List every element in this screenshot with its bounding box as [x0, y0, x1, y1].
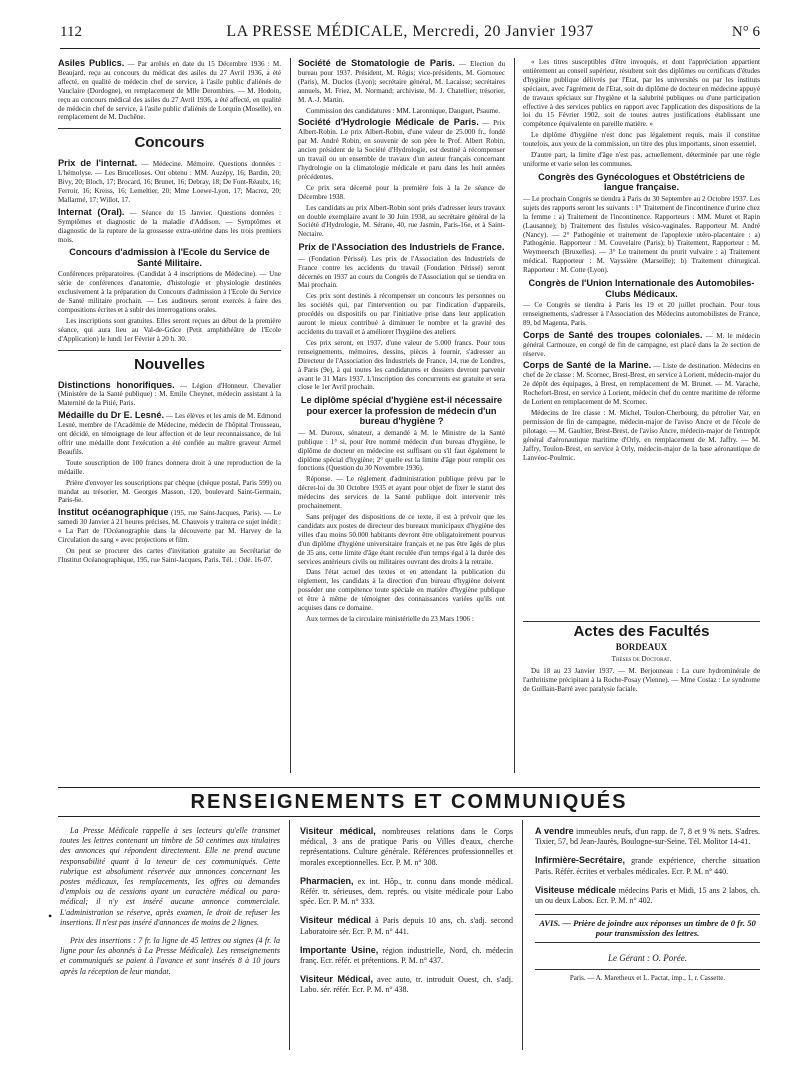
hydro-text-3: Les candidats au prix Albert-Robin sont priés d'adresser leurs travaux en double exemplaire avant le 30 Juin 1938, au secrétaire général de la Société d'Hydrologie, M. Sérane, 40, rue Jasmin, Paris-16e, et à Saint-Nectaire.	[298, 203, 505, 239]
marine-text-2: Médecins de 1re classe : M. Michel, Toulon-Cherbourg, du pétrolier Var, en permission de fin de campagne, médecin-major de l'aviso Ancre et de l'école de pilotage. — M. Gaultier, Brest-Brest, de l'aviso Ancre, médecin-major de l'entrepôt général d'aéronautique maritime d'Orly, en remplacement de M. Jaffry. — M. Jaffry, Toulon-Brest, en service à Orly, médecin-major de la base aéronautique de Lanvéoc-Poulmic.	[523, 409, 760, 462]
bordeaux-heading: BORDEAUX	[615, 641, 668, 652]
assoc-text: — (Fondation Périssé). Les prix de l'Association des Industriels de France contre les accidents du travail (Fondation Périssé) seront décernés en 1937 au cours du Congrès de l'Association qui se tiendra en Mai prochain.	[298, 254, 505, 290]
renseignements-notice	[60, 826, 280, 985]
column-rule	[290, 58, 291, 773]
renseignements-banner: RENSEIGNEMENTS ET COMMUNIQUÉS	[58, 787, 760, 817]
theses-text: Du 18 au 23 Janvier 1937. — M. Berjonneau : La cure hydrominérale de l'arthritisme précipitant à la Roche-Posay (Vienne). — Mme Costaz : Le syndrome de Guillain-Barré avec paralysie faciale.	[523, 666, 760, 693]
internat-title: Prix de l'internat.	[58, 158, 138, 169]
gerant-signature: Le Gérant : O. Porée.	[608, 952, 687, 963]
nouvelles-heading: Nouvelles	[134, 355, 205, 373]
ad-pharmacien: Pharmacien, ex int. Hôp., tr. connu dans monde médical. Référ. tr. sérieuses, dem. représ. ou visite médicale pour Labo spéc. Ecr. P. M. n° 333.	[300, 875, 514, 907]
internat-oral-title: Internat (Oral).	[58, 206, 125, 217]
bullet-mark: •	[48, 909, 53, 923]
column-rule	[289, 820, 290, 1050]
marine-title: Corps de Santé de la Marine.	[523, 360, 652, 371]
auto-title: Congrès de l'Union Internationale des Automobiles-Clubs Médicaux.	[528, 278, 755, 299]
ecole-text: Conférences préparatoires. (Candidat à 4 inscriptions de Médecine). — Une série de conférences d'anatomie, d'histologie et physiologie destinées exclusivement à la préparation du Concours d'admission à l'Ecole du Service de Santé militaire prochain. — Les auditeurs seront exercés à faire des compositions écrites et à subir des interrogations orales.	[58, 270, 281, 315]
institut-text-2: On peut se procurer des cartes d'invitation gratuite au Secrétariat de l'Institut Océanographique, 195, rue Saint-Jacques, Paris. Tél. : Odé. 16-07.	[58, 546, 281, 564]
ad-visiteuse: Visiteuse médicale médecins Paris et Midi, 15 ans 2 labos, ch. un ou deux Labos. Ecr. P. M. n° 402.	[535, 884, 761, 906]
page-number: 112	[60, 24, 82, 40]
ads-column-2	[535, 826, 760, 983]
divider	[58, 128, 281, 129]
diplome-text-2: Réponse. — Le règlement d'administration publique prévu par le décret-loi du 30 Octobre 1935 et ayant pour objet de fixer le statut des médecins des services de la Santé publique doit intervenir très prochainement.	[298, 475, 505, 511]
marine-text: — Liste de destination. Médecins en chef de 2e classe : M. Scornec, Brest-Brest, en service à Lorient, médecin-major du 2e dépôt des équipages, à Brest, en remplacement de M. Brunet. — M. Varache, Rochefort-Brest, en service à Lorient, médecin chef du centre maritime de réforme de Lorient en remplacement de M. Scornec.	[523, 362, 760, 407]
asiles-title: Asiles Publics.	[58, 58, 125, 68]
hydro-text: — Prix Albert-Robin. Le prix Albert-Robin, d'une valeur de 25.000 fr., fondé par M. André Robin, en souvenir de son père le Prof. Albert Robin, ancien président de la Société d'Hydrologie, est destiné à récompenser un travail ou un ensemble de travaux d'un auteur français concernant l'hydrologie ou la climatologie médicale et paru dans les huit années précédentes.	[298, 119, 505, 181]
ad-visiteur-medical-3: Visiteur Médical, avec auto, tr. introduit Ouest, ch. s'adj. Labo. sér. référ. Ecr. P. M. n° 438.	[300, 974, 514, 995]
internat-text: — Médecine. Mémoire. Questions données : L'hémolyse. — Les Brucelloses. Ont obtenu : MM. Auzépy, 16; Bardin, 20; Bivy, 20; Bloch, 17; Brocard, 16; Brunet, 16; Debray, 18; De Font-Réaulx, 16; Ferroir, 16; Kreiss, 16; Lemeltier, 20; Mme Loewe-Lyon, 17; Macrez, 20; Mallarmé, 17; Willot, 17.	[58, 160, 281, 204]
diplome-title: Le diplôme spécial d'hygiène est-il nécessaire pour exercer la profession de médecin d'un bureau d'hygiène ?	[300, 395, 503, 427]
lesne-title: Médaille du Dr E. Lesné.	[58, 410, 165, 421]
lesne-text-2: Toute souscription de 100 francs donnera droit à une reproduction de la médaille.	[58, 458, 281, 476]
assoc-text-2: Ces prix sont destinés à récompenser un concours les personnes ou les sociétés qui, par l'intervention ou par l'indication d'appareils, procédés ou dispositifs ou par l'initiative prise dans leur application auront le mieux contribué à diminuer le nombre et la gravité des accidents du travail et à améliorer l'hygiène des ateliers.	[298, 292, 505, 336]
ad-infirmiere: Infirmière-Secrétaire, grande expérience, cherche situation Paris. Référ. écrites et verbales médicales. Ecr. P. M. n° 440.	[535, 855, 760, 876]
actes-section	[523, 615, 760, 693]
distinctions-text: — Légion d'Honneur. Chevalier (Ministère de la Santé publique) : M. Emile Cheynet, médecin assistant à la Maternité de la Pitié, Paris.	[58, 381, 281, 408]
lesne-text: — Les élèves et les amis de M. Edmond Lesné, membre de l'Académie de Médecine, médecin de l'hôpital Trousseau, ont décidé, en témoignage de leur affection et de leur reconnaissance, de lui offrir une médaille dont l'exécution a été confiée au maître graveur Armel Beaufils.	[58, 412, 281, 456]
divider	[523, 621, 760, 622]
issue-number: N° 6	[731, 24, 760, 40]
avis-box: AVIS. — Prière de joindre aux réponses un timbre de 0 fr. 50 pour transmission des lettres.	[535, 914, 760, 942]
ad-a-vendre: A vendre immeubles neufs, d'un rapp. de 7, 8 et 9 % nets. S'adres. Tixier, 57, bd Jean-Jaurès, Boulogne-sur-Seine. Tél. Molitor 14-41.	[535, 826, 760, 847]
page-header	[60, 22, 760, 49]
hydro-text-2: Ce prix sera décerné pour la première fois à la 2e séance de Décembre 1938.	[298, 183, 505, 201]
diplome-text-3: Sans préjuger des dispositions de ce texte, il est à prévoir que les candidats aux postes de directeur des bureaux municipaux d'hygiène des villes d'au moins 50.000 habitants devront être obligatoirement pourvus d'un diplôme d'hygiène universitaire français et ne pas être âgés de plus de 35 ans, cette limite d'âge étant reculée d'un temps égal à la durée des services antérieurs civils ou militaires ouvrant des droits à la retraite.	[298, 512, 505, 566]
assoc-title: Prix de l'Association des Industriels de France.	[298, 242, 505, 253]
asiles-text: — Par arrêtés en date du 15 Décembre 1936 : M. Beaujard, reçu au concours du médicat des asiles du 27 Avril 1936, a été affecté, en qualité de médecin chef de service, à l'asile public d'aliénés de Vauclaire (Dordogne), en remplacement de Mlle Derombies. — M. Hodoin, reçu au concours médical des asiles du 27 Avril 1936, a été affecté, en qualité de médecin chef de service, à l'asile public d'aliénés de Lorquin (Moselle), en remplacement de M. Duchêne.	[58, 60, 281, 122]
journal-title: LA PRESSE MÉDICALE, Mercredi, 20 Janvier 1937	[226, 23, 594, 40]
colon-text: — M. le médecin général Carmouze, en congé de fin de campagne, est placé dans la 2e section de réserve.	[523, 331, 760, 358]
column-rule	[522, 820, 523, 1050]
hydro-title: Société d'Hydrologie Médicale de Paris.	[298, 117, 479, 128]
actes-heading: Actes des Facultés	[573, 623, 710, 640]
column-rule	[514, 58, 515, 773]
notice-text: La Presse Médicale rappelle à ses lecteurs qu'elle transmet toutes les lettres contenant un timbre de 50 centimes aux titulaires des annonces qui répondent directement. Elle ne prend aucune responsabilité quant à la teneur de ces communiqués. Cette rubrique est absolument réservée aux annonces concernant les postes médicaux, les remplacements, les offres ou demandes d'emplois ou de cessions ayant un caractère médical ou para-médical; il n'y est inséré aucune annonce commerciale. L'administration se réserve, après examen, le droit de refuser les insertions. Il n'est pas inséré d'annonces de moins de 2 lignes.	[60, 826, 280, 927]
diplome-text-4: Dans l'état actuel des textes et en attendant la publication du règlement, les candidats à la direction d'un bureau d'hygiène doivent posséder une compétence toute spéciale en matière d'hygiène publique et être à même de témoigner des connaissances variées qu'ils ont acquises dans ce domaine.	[298, 568, 505, 613]
ads-column-1	[300, 826, 513, 1004]
circulaire-quote: « Les titres susceptibles d'être invoqués, et dont l'appréciation appartient entièrement au conseil supérieur, résultent soit des diplômes ou certificats d'études d'hygiène publique délivrés par l'Etat, par les universités ou par les instituts spéciaux, avec l'agrément de l'Etat, soit du diplôme de docteur en médecine appuyé de travaux spéciaux sur l'hygiène et la salubrité publiques ou d'une participation effective à des services publics en rapport avec l'application des dispositions de la loi du 15 Février 1902, soit de toutes autres justifications établissant une compétence équivalente en pareille matière. »	[523, 58, 760, 129]
internat-oral-text: — Séance du 15 Janvier. Questions données : Symptômes et diagnostic de la maladie d'Addison. — Symptômes et diagnostic de la rupture de la grossesse extra-utérine dans les trois premiers mois.	[58, 208, 281, 244]
column-1	[58, 58, 281, 773]
ad-usine: Importante Usine, région industrielle, Nord, ch. médecin franç. Ecr. référ. et prétentions. P. M. n° 437.	[300, 944, 514, 966]
auto-text: — Ce Congrès se tiendra à Paris les 19 et 20 juillet prochain. Pour tous renseignements, s'adresser à l'Association des Médecins automobilistes de France, 89, bd Magenta, Paris.	[523, 301, 760, 327]
institut-title: Institut océanographique	[58, 507, 169, 518]
stomato-title: Société de Stomatologie de Paris.	[298, 58, 455, 68]
column-2	[298, 58, 505, 773]
diplome-text-5: Aux termes de la circulaire ministérielle du 23 Mars 1906 :	[306, 614, 474, 623]
col3-text-3: D'autre part, la limite d'âge n'est pas, actuellement, déterminée par une règle uniforme et varie selon les communes.	[523, 151, 760, 168]
printer-line: Paris. — A. Maretheux et L. Pactat, imp., 1, r. Cassette.	[535, 969, 760, 983]
colon-title: Corps de Santé des troupes coloniales.	[523, 329, 703, 340]
gyneco-text: — Le prochain Congrès se tiendra à Paris du 30 Septembre au 2 Octobre 1937. Les sujets des rapports seront les suivants : 1° Traitement de l'incontinence d'urine chez la femme : a) Traitement de l'incontinence. Rapporteurs : MM. Muret et Rapin (Lausanne); b) Traitement des fistules vésico-vaginales. Rapporteur M. André (Nancy). — 2° Pathogénie et traitement de l'apoplexie utéro-placentaire : a) Pathogénie. Rapporteur : M. Couvelaire (Paris); b) Traitement, Rapporteur : M. Weymeersch (Bruxelles). — 3° Le traitement du prurit vulvaire : a) Traitement médical. Rapporteur : M. Vayssière (Marseille); b) Traitement chirurgical. Rapporteur : M. Cotte (Lyon).	[523, 194, 760, 275]
distinctions-title: Distinctions honorifiques.	[58, 379, 175, 390]
gyneco-title: Congrès des Gynécologues et Obstétriciens de langue française.	[538, 171, 745, 193]
notice-prices: Prix des insertions : 7 fr. la ligne de 45 lettres ou signes (4 fr. la ligne pour les abonnés à La Presse Médicale). Les renseignements et communiqués se paient à l'avance et sont insérés 8 à 10 jours après la réception de leur mandat.	[60, 936, 280, 976]
divider	[58, 350, 281, 351]
ad-visiteur-medical: Visiteur médical, nombreuses relations dans le Corps médical, 3 ans de pratique Paris ou Villes d'eaux, cherche représentations. Culture générale. Références professionnelles et morales exceptionnelles. Ecr. P. M. n° 308.	[300, 826, 514, 867]
col3-text-2: Le diplôme d'hygiène n'est donc pas légalement requis, mais il constitue toutefois, aux yeux de la commission, un titre des plus importants, sinon essentiel.	[523, 131, 760, 149]
lesne-text-3: Prière d'envoyer les souscriptions par chèque (chèque postal, Paris 599) ou mandat au trésorier, M. Georges Masson, 120, boulevard Saint-Germain, Paris-6e.	[58, 478, 281, 505]
ecole-title: Concours d'admission à l'Ecole du Service de Santé Militaire.	[69, 247, 270, 268]
assoc-text-3: Ces prix seront, en 1937, d'une valeur de 5.000 francs. Pour tous renseignements, mémoires, dessins, pièces à fournir, s'adresser au Directeur de l'Association des Industriels de France, 14, rue de Londres, à Paris (9e), à qui toutes les candidatures et dossiers devront parvenir avant le 31 Mars 1937. L'inscription des concurrents est gratuite et sera close le 1er Avril prochain.	[298, 338, 505, 392]
ad-visiteur-medical-2: Visiteur médical à Paris depuis 10 ans, ch. s'adj. second Laboratoire sér. Ecr. P. M. n° 441.	[300, 915, 514, 936]
diplome-text: — M. Duroux, sénateur, a demandé à M. le Ministre de la Santé publique : 1° si, pour être nommé médecin d'un bureau d'hygiène, le diplôme de docteur en médecine est suffisant ou s'il faut également le diplôme spécial d'hygiène; 2° quelle est la limite d'âge pour remplir ces fonctions (Question du 30 Novembre 1936).	[298, 428, 505, 473]
concours-heading: Concours	[134, 134, 205, 152]
stomato-text-2: Commission des candidatures : MM. Laronnique, Dauguet, Psaume.	[306, 106, 501, 115]
institut-text: (195, rue Saint-Jacques, Paris). — Le samedi 30 Janvier à 21 heures précises, M. Chauvois y traitera ce sujet inédit : « La Part de l'Océanographie dans la découverte par M. Harvey de la Circulation du sang » avec projections et film.	[58, 509, 281, 545]
stomato-text: — Election du bureau pour 1937. Président, M. Régis; vice-présidents, M. Gornouec (Paris), M. Duclos (Lyon); secrétaire général, M. Lacaisse; secrétaires annuels, M. Friez, M. Normand; archiviste, M. J. Chatellier; trésorier, M. A.-J. Martin.	[298, 60, 505, 104]
theses-heading: Thèses de Doctorat.	[611, 654, 672, 663]
ecole-text-2: Les inscriptions sont gratuites. Elles seront reçues au début de la première séance, qui aura lieu au Val-de-Grâce (Petit amphithéâtre de l'Ecole d'Application) le lundi 1er Février à 20 h. 30.	[58, 316, 281, 343]
